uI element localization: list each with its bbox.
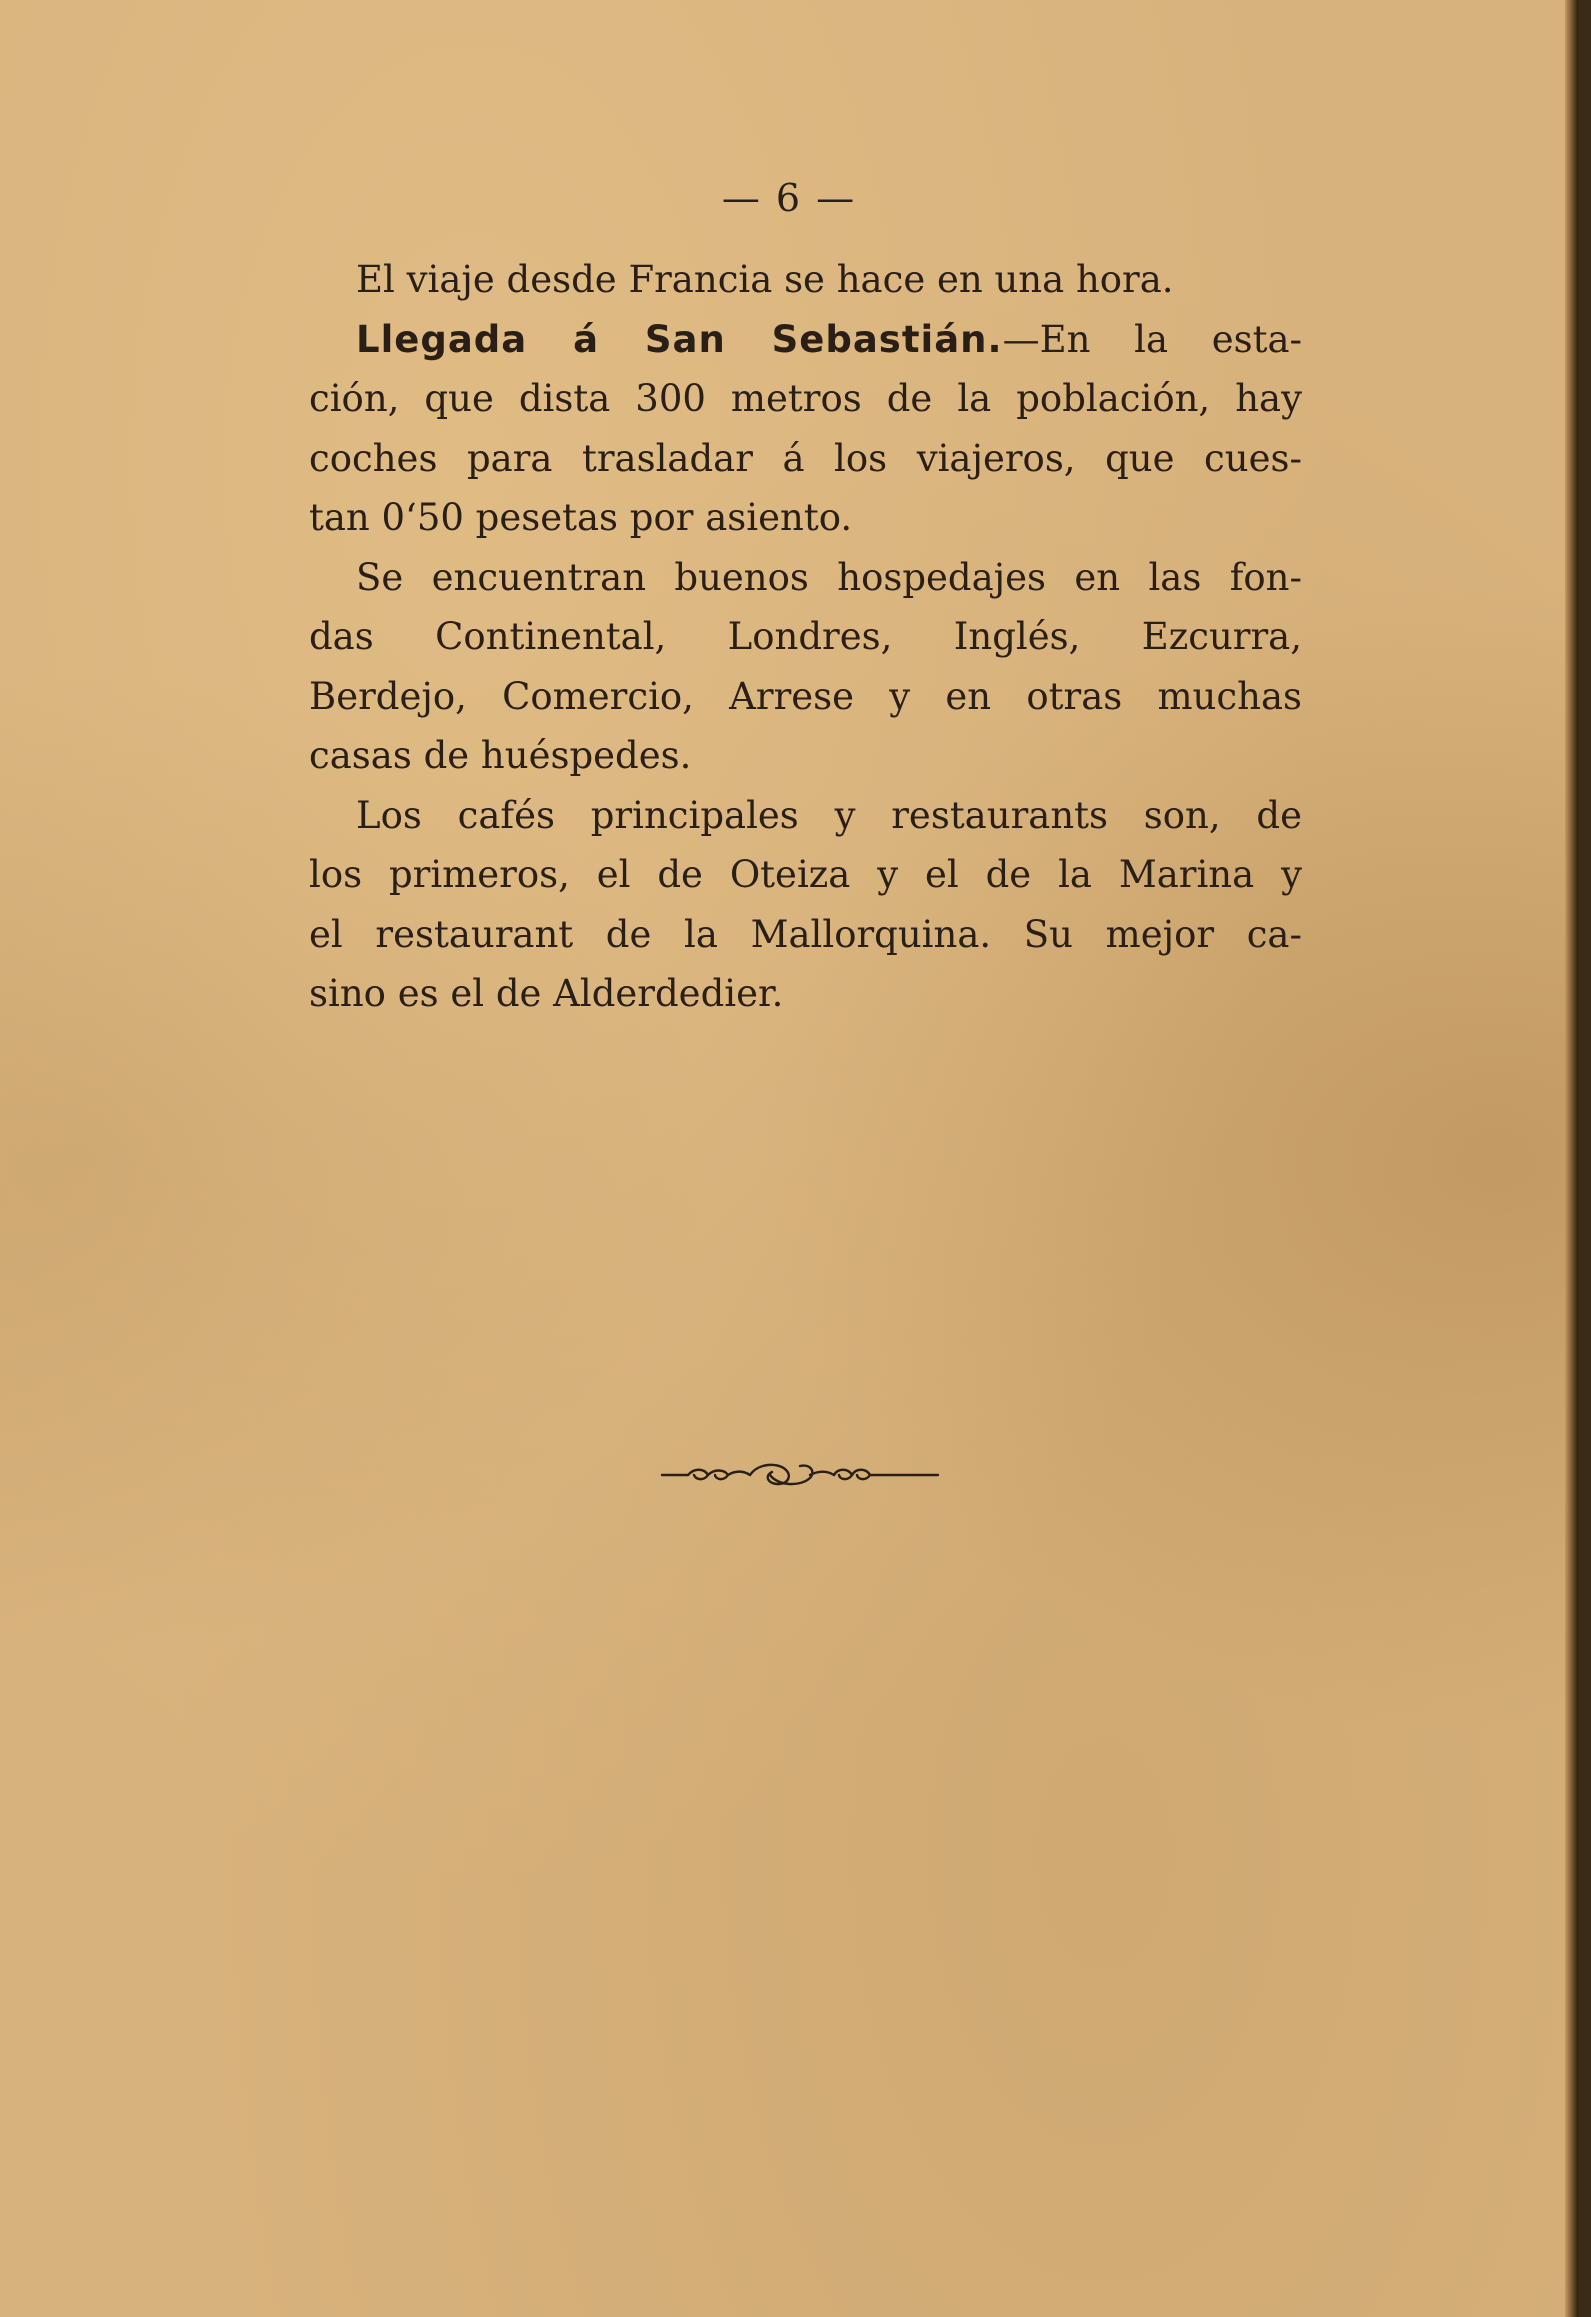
text-line: das Continental, Londres, Inglés, Ezcurra, <box>309 615 1302 658</box>
text-line: Los cafés principales y restaurants son, de <box>356 793 1302 837</box>
section-heading: Llegada á San Sebastián. <box>356 317 1003 361</box>
body-text <box>309 250 1302 1024</box>
text-line: casas de huéspedes. <box>309 734 692 777</box>
page-number: — 6 — <box>721 176 857 220</box>
text-line: sino es el de Alderdedier. <box>309 972 784 1015</box>
text-line: ción, que dista 300 metros de la población, hay <box>309 377 1302 420</box>
text-line: Berdejo, Comercio, Arrese y en otras muchas <box>309 674 1302 718</box>
text-line: coches para trasladar á los viajeros, que cues- <box>309 436 1302 480</box>
text-line: tan 0‘50 pesetas por asiento. <box>309 496 853 539</box>
text-line <box>309 310 1302 370</box>
page-edge-shadow <box>1565 0 1578 2317</box>
text-line: los primeros, el de Oteiza y el de la Marina y <box>309 853 1302 896</box>
text-line: el restaurant de la Mallorquina. Su mejor ca- <box>309 912 1302 956</box>
ornament-flourish-icon <box>660 1460 940 1490</box>
text-fragment: —En la esta- <box>1002 317 1303 361</box>
text-line: El viaje desde Francia se hace en una hora. <box>356 258 1174 301</box>
text-line: Se encuentran buenos hospedajes en las fon- <box>356 555 1302 599</box>
